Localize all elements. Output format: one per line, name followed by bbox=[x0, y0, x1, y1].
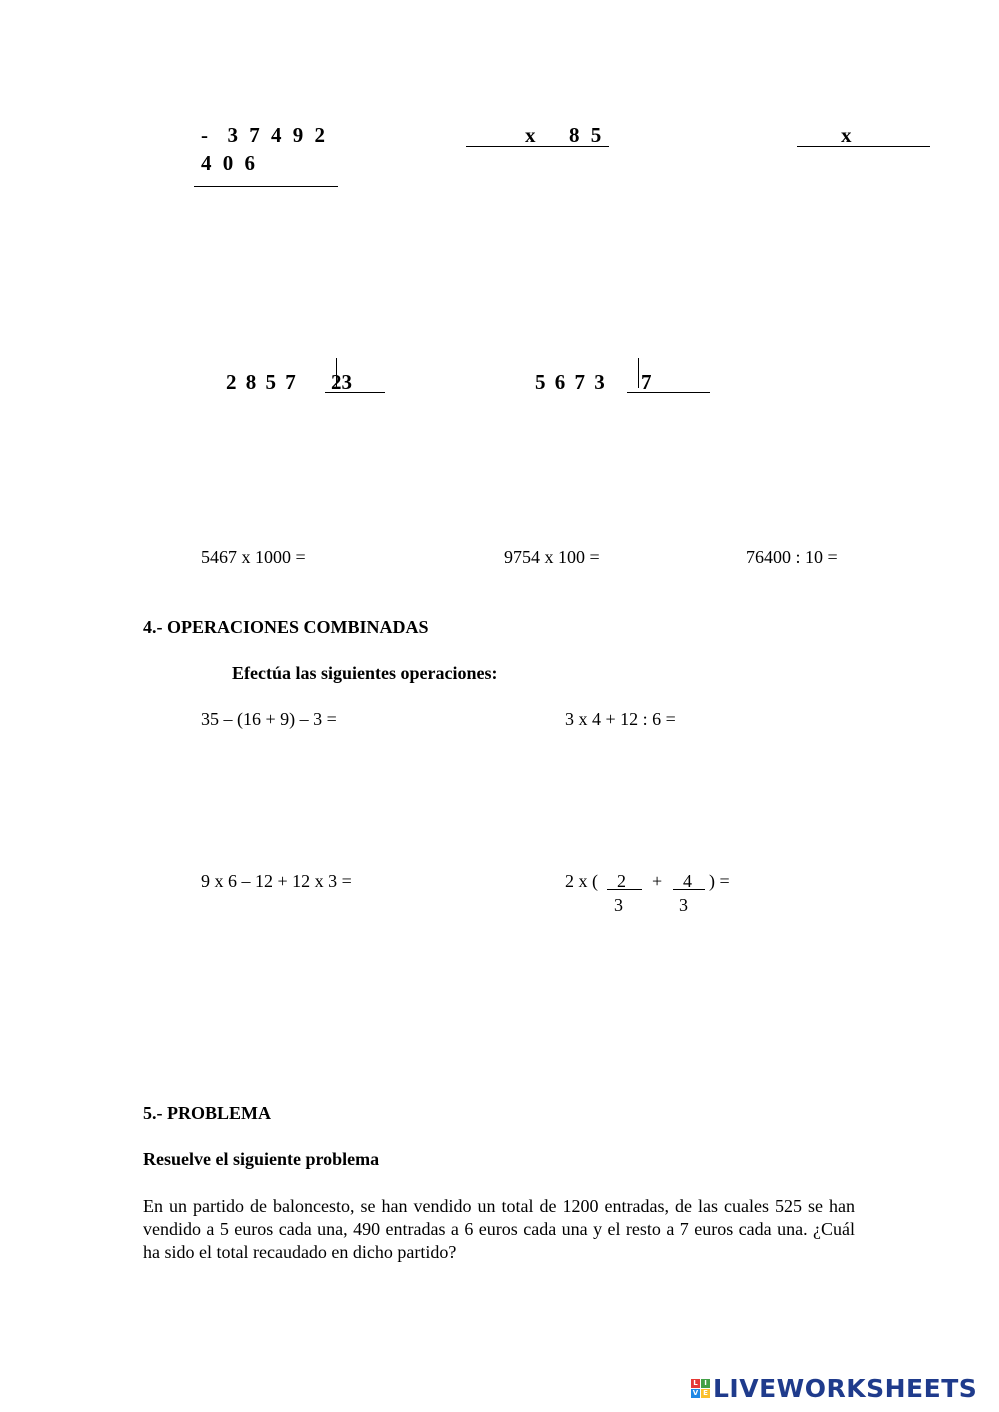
multiplication-1-line bbox=[466, 146, 609, 147]
section-4-heading: 4.- OPERACIONES COMBINADAS bbox=[143, 617, 429, 637]
fraction-1-denominator: 3 bbox=[614, 895, 623, 915]
section-5-heading: 5.- PROBLEMA bbox=[143, 1103, 271, 1123]
section-5-instruction: Resuelve el siguiente problema bbox=[143, 1149, 380, 1169]
subtraction-subtrahend: 4 0 6 bbox=[201, 151, 258, 175]
division-1-divisor: 23 bbox=[331, 370, 352, 394]
logo-mark-l: L bbox=[691, 1379, 700, 1388]
liveworksheets-logo-icon bbox=[691, 1379, 710, 1398]
logo-mark-i: I bbox=[701, 1379, 710, 1388]
mult-op-3: 76400 : 10 = bbox=[746, 547, 838, 567]
fraction-1-numerator: 2 bbox=[617, 871, 626, 891]
multiplication-1-operator: x bbox=[525, 123, 539, 147]
division-1-dividend: 2 8 5 7 bbox=[226, 370, 298, 394]
fraction-op-suffix: ) = bbox=[709, 871, 730, 891]
fraction-2-numerator: 4 bbox=[683, 871, 692, 891]
logo-mark-e: E bbox=[701, 1389, 710, 1398]
fraction-2-denominator: 3 bbox=[679, 895, 688, 915]
subtraction-result-line bbox=[194, 186, 338, 187]
problem-statement: En un partido de baloncesto, se han vendido un total de 1200 entradas, de las cuales 525 se han vendido a 5 euros cada una, 490 entradas a 6 euros cada una y el resto a 7 euros cada una. ¿Cuál ha sido el total recaudado en dicho partido? bbox=[143, 1196, 855, 1262]
section-4-instruction: Efectúa las siguientes operaciones: bbox=[232, 663, 498, 683]
minuend-digits: 3 7 4 9 2 bbox=[227, 123, 328, 147]
combined-op-2: 3 x 4 + 12 : 6 = bbox=[565, 709, 676, 729]
multiplication-1-factor: 8 5 bbox=[569, 123, 605, 147]
logo-mark-v: V bbox=[692, 1389, 699, 1397]
mult-op-1: 5467 x 1000 = bbox=[201, 547, 306, 567]
fraction-op-prefix: 2 x ( bbox=[565, 871, 598, 891]
fraction-1-bar bbox=[607, 889, 642, 890]
minus-sign: - bbox=[201, 123, 211, 147]
fraction-op-plus: + bbox=[652, 871, 663, 891]
multiplication-2-line bbox=[797, 146, 930, 147]
liveworksheets-logo-text: LIVEWORKSHEETS bbox=[713, 1374, 978, 1403]
division-2-line bbox=[627, 392, 710, 393]
division-2-divisor: 7 bbox=[641, 370, 652, 394]
subtraction-minuend bbox=[201, 123, 328, 148]
multiplication-2-operator: x bbox=[841, 123, 855, 147]
mult-op-2: 9754 x 100 = bbox=[504, 547, 600, 567]
division-2-bracket bbox=[638, 358, 639, 388]
liveworksheets-logo bbox=[691, 1374, 977, 1403]
combined-op-1: 35 – (16 + 9) – 3 = bbox=[201, 709, 337, 729]
fraction-2-bar bbox=[673, 889, 705, 890]
division-2-dividend: 5 6 7 3 bbox=[535, 370, 607, 394]
division-1-line bbox=[325, 392, 385, 393]
combined-op-3: 9 x 6 – 12 + 12 x 3 = bbox=[201, 871, 352, 891]
